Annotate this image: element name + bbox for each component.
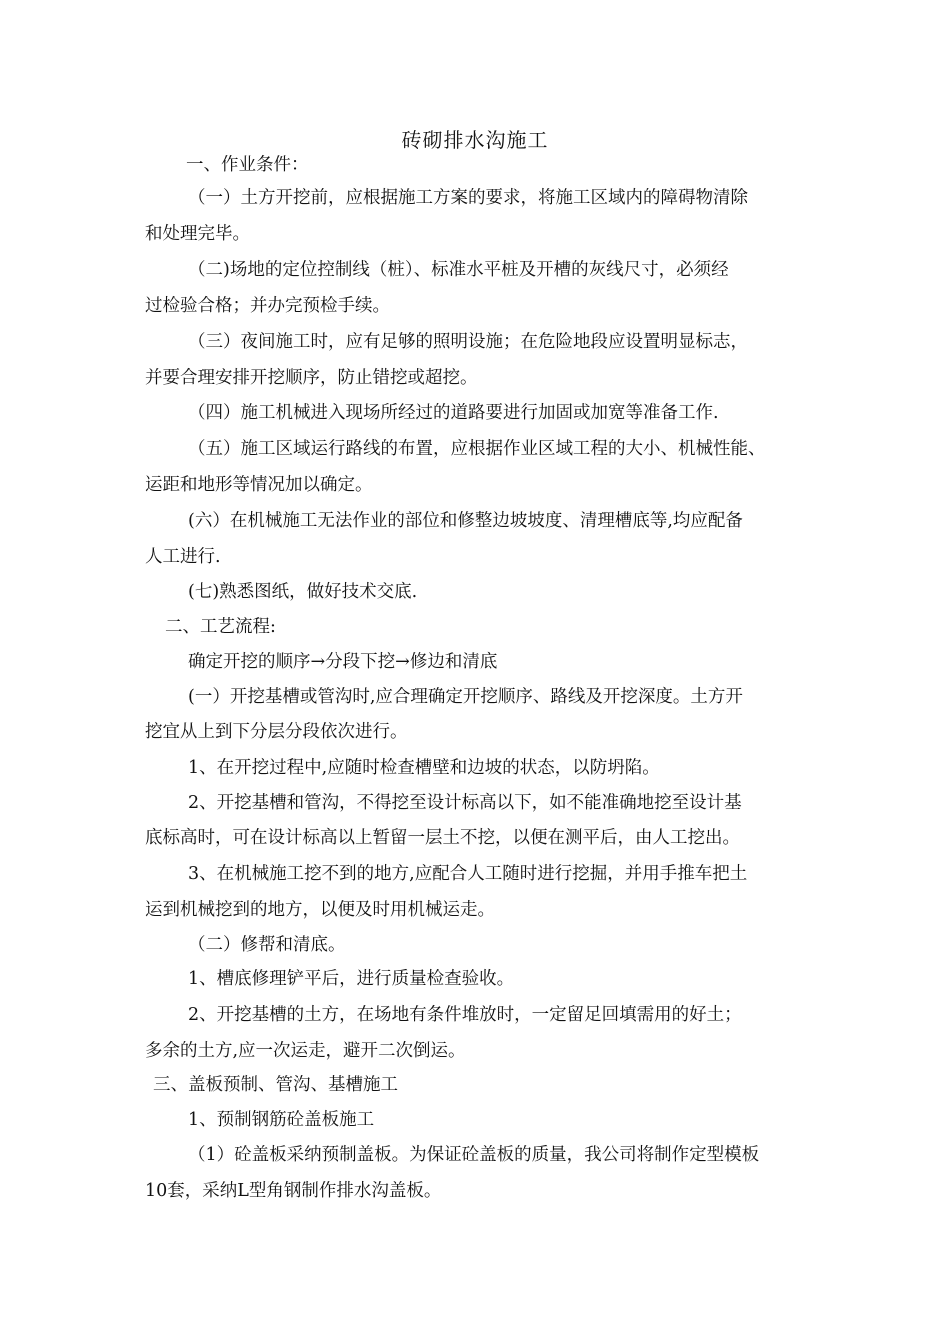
paragraph-line: 人工进行. — [145, 547, 221, 567]
paragraph-line: (一）开挖基槽或管沟时,应合理确定开挖顺序、路线及开挖深度。土方开 — [188, 687, 743, 707]
paragraph-line: 3、在机械施工挖不到的地方,应配合人工随时进行挖掘，并用手推车把土 — [188, 864, 748, 884]
section-heading-1: 一、作业条件： — [186, 155, 309, 175]
section-heading-2: 二、工艺流程: — [165, 617, 276, 637]
paragraph-line: 和处理完毕。 — [145, 224, 250, 244]
paragraph-line: 2、开挖基槽的土方，在场地有条件堆放时，一定留足回填需用的好土； — [188, 1005, 742, 1025]
paragraph-line: 多余的土方,应一次运走，避开二次倒运。 — [145, 1041, 466, 1061]
paragraph-line: 1、槽底修理铲平后，进行质量检查验收。 — [188, 969, 515, 989]
paragraph-line: （四）施工机械进入现场所经过的道路要进行加固或加宽等准备工作. — [188, 403, 719, 423]
paragraph-line: (七)熟悉图纸，做好技术交底. — [188, 582, 418, 602]
paragraph-line: 并要合理安排开挖顺序，防止错挖或超挖。 — [145, 368, 478, 388]
paragraph-line: （一）土方开挖前，应根据施工方案的要求，将施工区域内的障碍物清除 — [188, 188, 748, 208]
paragraph-line: (六）在机械施工无法作业的部位和修整边坡坡度、清理槽底等,均应配备 — [188, 511, 743, 531]
paragraph-line: （1）砼盖板采纳预制盖板。为保证砼盖板的质量，我公司将制作定型模板 — [188, 1145, 760, 1165]
section-heading-3: 三、盖板预制、管沟、基槽施工 — [153, 1075, 398, 1095]
document-title: 砖砌排水沟施工 — [401, 128, 549, 152]
paragraph-line: 运距和地形等情况加以确定。 — [145, 475, 373, 495]
paragraph-line: 运到机械挖到的地方，以便及时用机械运走。 — [145, 900, 495, 920]
paragraph-line: 底标高时，可在设计标高以上暂留一层土不挖，以便在测平后，由人工挖出。 — [145, 828, 740, 848]
paragraph-line: 2、开挖基槽和管沟，不得挖至设计标高以下，如不能准确地挖至设计基 — [188, 793, 742, 813]
paragraph-line: （二）修帮和清底。 — [188, 935, 346, 955]
paragraph-line: （五）施工区域运行路线的布置，应根据作业区域工程的大小、机械性能、 — [188, 439, 766, 459]
paragraph-line: 1、预制钢筋砼盖板施工 — [188, 1110, 375, 1130]
paragraph-line: 挖宜从上到下分层分段依次进行。 — [145, 722, 408, 742]
paragraph-line: （二)场地的定位控制线（桩）、标准水平桩及开槽的灰线尺寸，必须经 — [188, 260, 729, 280]
paragraph-line: 1、在开挖过程中,应随时检查槽壁和边坡的状态，以防坍陷。 — [188, 758, 660, 778]
paragraph-line: 10套，采纳L型角钢制作排水沟盖板。 — [145, 1181, 442, 1201]
paragraph-line: （三）夜间施工时，应有足够的照明设施；在危险地段应设置明显标志， — [188, 332, 748, 352]
paragraph-line: 确定开挖的顺序→分段下挖→修边和清底 — [188, 652, 498, 672]
paragraph-line: 过检验合格；并办完预检手续。 — [145, 296, 390, 316]
